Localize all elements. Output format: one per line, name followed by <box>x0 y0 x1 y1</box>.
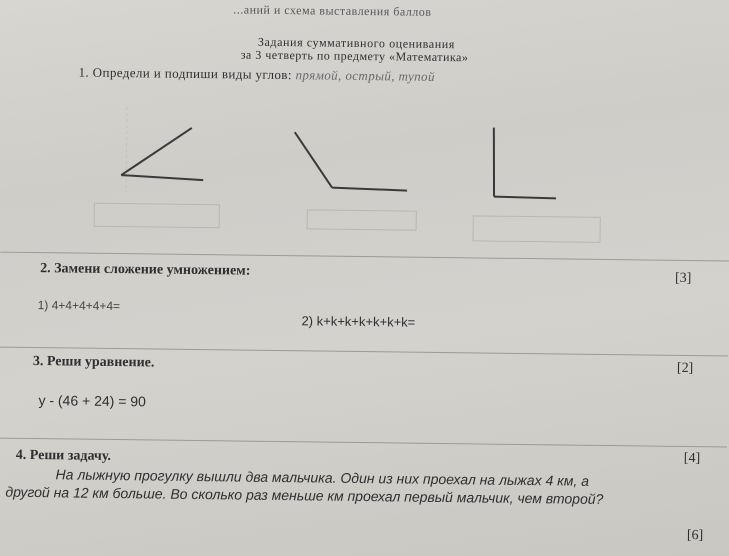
acute-angle-arm <box>121 127 192 176</box>
obtuse-angle-arm <box>294 132 333 187</box>
task2-expression-1: 1) 4+4+4+4+4= <box>37 298 121 314</box>
answer-box-angle-3[interactable] <box>472 215 600 243</box>
task2-expression-2: 2) k+k+k+k+k+k+k= <box>301 313 416 330</box>
task4-extra-score: [6] <box>686 528 704 544</box>
worksheet-title-line1: Задания суммативного оценивания <box>257 34 456 52</box>
acute-angle-base <box>121 175 203 180</box>
task2-score: [3] <box>674 270 692 287</box>
answer-box-angle-1[interactable] <box>94 203 220 229</box>
guide-line-1 <box>126 107 127 192</box>
right-angle-arm <box>493 128 495 197</box>
header-top-line: ...аний и схема выставления баллов <box>233 2 432 19</box>
task4-text-line2: другой на 12 км больше. Во сколько раз меньше км проехал первый мальчик, чем второй? <box>5 483 604 507</box>
task1-number: 1. <box>78 64 90 80</box>
task3-title: 3. Реши уравнение. <box>32 354 155 371</box>
task4-score: [4] <box>683 450 701 467</box>
right-angle-base <box>494 197 556 199</box>
answer-box-angle-2[interactable] <box>307 209 417 230</box>
task3-equation: у - (46 + 24) = 90 <box>38 392 147 410</box>
task1-text: Определи и подпиши виды углов: <box>92 64 292 83</box>
task4-text-line1: На лыжную прогулку вышли два мальчика. Один из них проехал на лыжах 4 км, а <box>55 466 590 489</box>
worksheet-title-line2: за 3 четверть по предмету «Математика» <box>240 47 469 65</box>
obtuse-angle-base <box>332 188 407 191</box>
task4-title: 4. Реши задачу. <box>15 447 112 464</box>
task3-score: [2] <box>676 360 694 377</box>
task1-options: прямой, острый, тупой <box>295 67 436 84</box>
task2-title: 2. Замени сложение умножением: <box>40 261 251 279</box>
